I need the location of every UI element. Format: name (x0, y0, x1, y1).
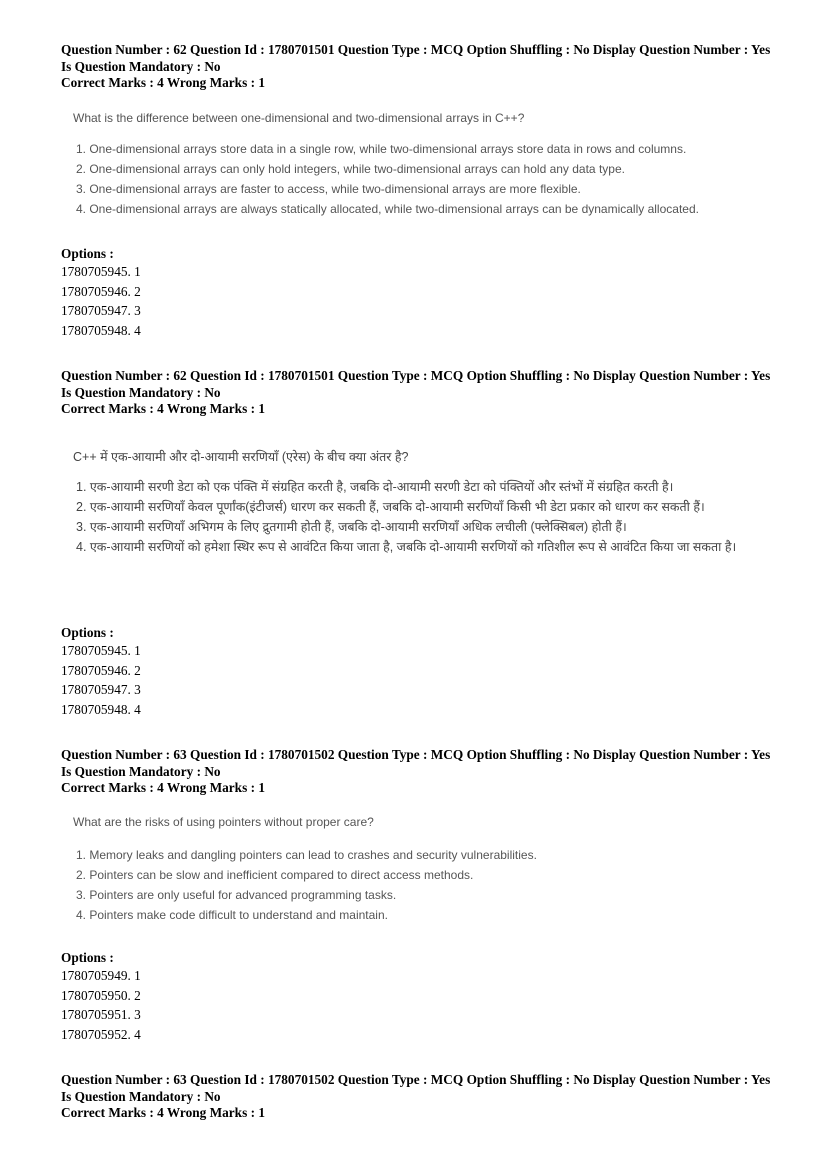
options-heading: Options : (61, 625, 114, 640)
options-heading: Options : (61, 950, 114, 965)
choice-item: 3. Pointers are only useful for advanced programming tasks. (76, 888, 397, 902)
question-meta-line: Question Number : 63 Question Id : 1780701502 Question Type : MCQ Option Shuffling : No Display Question Number : Yes (61, 747, 771, 762)
option-id: 1780705945. 1 (61, 643, 141, 658)
options-heading: Options : (61, 246, 114, 261)
option-id: 1780705947. 3 (61, 303, 141, 318)
question-image-62-hi (62, 448, 786, 557)
options-section (61, 950, 781, 1044)
question-text: What is the difference between one-dimensional and two-dimensional arrays in C++? (73, 111, 525, 125)
option-id: 1780705949. 1 (61, 968, 141, 983)
choice-list (76, 477, 776, 557)
choice-item: 1. एक-आयामी सरणी डेटा को एक पंक्ति में संग्रहित करती है, जबकि दो-आयामी सरणी डेटा को पंक्तियों और स्तंभों में संग्रहित करती है। (76, 480, 674, 494)
marks-line: Correct Marks : 4 Wrong Marks : 1 (61, 1105, 265, 1121)
question-text: What are the risks of using pointers without proper care? (73, 815, 374, 829)
choice-list (76, 139, 786, 219)
choice-item: 2. One-dimensional arrays can only hold integers, while two-dimensional arrays can hold any data type. (76, 162, 625, 176)
choice-item: 2. एक-आयामी सरणियाँ केवल पूर्णांक(इंटीजर्स) धारण कर सकती हैं, जबकि दो-आयामी सरणियाँ किसी भी डेटा प्रकार को धारण कर सकती हैं। (76, 500, 705, 514)
option-id: 1780705948. 4 (61, 701, 141, 717)
choice-item: 2. Pointers can be slow and inefficient compared to direct access methods. (76, 868, 474, 882)
option-id: 1780705945. 1 (61, 264, 141, 279)
question-text: C++ में एक-आयामी और दो-आयामी सरणियाँ (एरेस) के बीच क्या अंतर है? (73, 450, 409, 464)
choice-item: 4. Pointers make code difficult to understand and maintain. (76, 908, 388, 922)
option-id: 1780705952. 4 (61, 1026, 141, 1042)
question-meta-62-en (61, 42, 781, 92)
question-meta-62-hi (61, 368, 781, 418)
choice-item: 4. एक-आयामी सरणियों को हमेशा स्थिर रूप से आवंटित किया जाता है, जबकि दो-आयामी सरणियों को गतिशील रूप से आवंटित किया जा सकता है। (76, 540, 737, 554)
question-meta-63-en (61, 747, 781, 797)
marks-line: Correct Marks : 4 Wrong Marks : 1 (61, 780, 265, 796)
choice-item: 1. Memory leaks and dangling pointers can lead to crashes and security vulnerabilities. (76, 848, 537, 862)
option-id: 1780705947. 3 (61, 682, 141, 697)
option-id: 1780705948. 4 (61, 322, 141, 338)
option-id: 1780705950. 2 (61, 987, 141, 1003)
option-id: 1780705951. 3 (61, 1007, 141, 1022)
marks-line: Correct Marks : 4 Wrong Marks : 1 (61, 75, 265, 91)
options-section (61, 246, 781, 340)
question-image-63-en (62, 815, 786, 925)
mandatory-line: Is Question Mandatory : No (61, 384, 221, 400)
question-meta-line: Question Number : 62 Question Id : 1780701501 Question Type : MCQ Option Shuffling : No Display Question Number : Yes (61, 42, 771, 57)
choice-item: 3. One-dimensional arrays are faster to access, while two-dimensional arrays are more flexible. (76, 182, 581, 196)
mandatory-line: Is Question Mandatory : No (61, 58, 221, 74)
options-section (61, 625, 781, 719)
marks-line: Correct Marks : 4 Wrong Marks : 1 (61, 401, 265, 417)
choice-item: 1. One-dimensional arrays store data in a single row, while two-dimensional arrays store data in rows and columns. (76, 142, 687, 156)
question-meta-line: Question Number : 63 Question Id : 1780701502 Question Type : MCQ Option Shuffling : No Display Question Number : Yes (61, 1072, 771, 1087)
option-id: 1780705946. 2 (61, 662, 141, 678)
choice-item: 4. One-dimensional arrays are always statically allocated, while two-dimensional arrays can be dynamically allocated. (76, 202, 699, 216)
mandatory-line: Is Question Mandatory : No (61, 1088, 221, 1104)
mandatory-line: Is Question Mandatory : No (61, 763, 221, 779)
question-meta-line: Question Number : 62 Question Id : 1780701501 Question Type : MCQ Option Shuffling : No Display Question Number : Yes (61, 368, 771, 383)
option-id: 1780705946. 2 (61, 283, 141, 299)
question-meta-63-hi (61, 1072, 781, 1122)
choice-item: 3. एक-आयामी सरणियाँ अभिगम के लिए द्रुतगामी होती हैं, जबकि दो-आयामी सरणियाँ अधिक लचीली (फ्लेक्सिबल) होती हैं। (76, 520, 627, 534)
question-image-62-en (62, 111, 786, 219)
choice-list (76, 845, 786, 925)
